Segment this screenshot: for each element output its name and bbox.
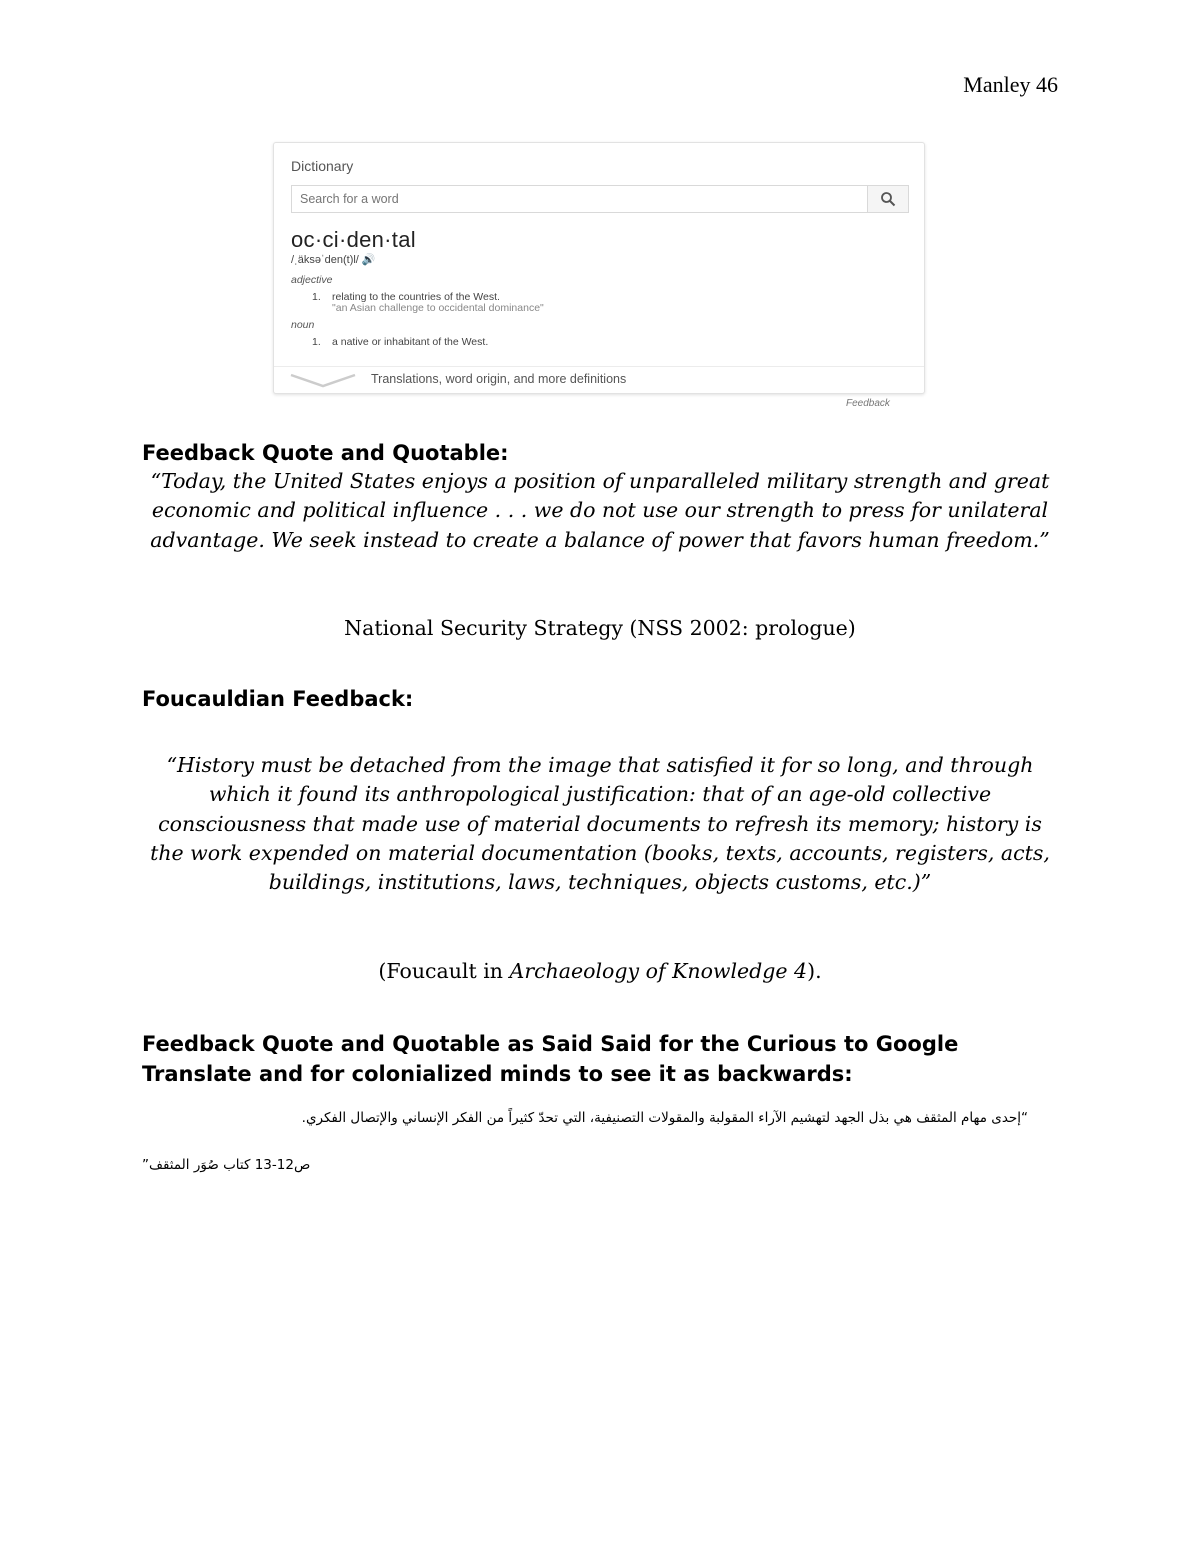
citation-prefix: (Foucault in bbox=[378, 959, 510, 983]
dictionary-widget bbox=[273, 142, 925, 394]
more-definitions-link[interactable]: Translations, word origin, and more definitions bbox=[371, 372, 627, 386]
nss-quote: “Today, the United States enjoys a position of unparalleled military strength and great economic and political influence . . . we do not use our strength to press for unilateral advantage. We seek instead to create a balance of power that favors human freedom.” bbox=[150, 469, 1050, 552]
part-of-speech-adjective: adjective bbox=[291, 274, 333, 286]
arabic-citation: ص12-13 كتاب صُوَر المثقف” bbox=[142, 1157, 311, 1173]
dictionary-more-definitions-bar[interactable] bbox=[274, 366, 924, 393]
section-heading-foucauldian: Foucauldian Feedback: bbox=[142, 687, 414, 711]
section-heading-feedback-quote: Feedback Quote and Quotable: bbox=[142, 441, 509, 465]
definition-number: 1. bbox=[312, 336, 321, 348]
definition-example: "an Asian challenge to occidental dominance" bbox=[332, 302, 544, 314]
definition-number: 1. bbox=[312, 291, 321, 303]
section-heading-said: Feedback Quote and Quotable as Said Said for the Curious to Google Translate and for colonialized minds to see it as backwards: bbox=[142, 1032, 959, 1086]
dictionary-feedback-link[interactable]: Feedback bbox=[846, 398, 890, 409]
search-icon bbox=[880, 191, 896, 207]
book-title: Archaeology of Knowledge 4 bbox=[509, 959, 808, 983]
dictionary-search-button[interactable] bbox=[867, 186, 908, 212]
definition-text: a native or inhabitant of the West. bbox=[332, 336, 489, 348]
definition-noun bbox=[312, 336, 488, 348]
part-of-speech-noun: noun bbox=[291, 319, 315, 331]
foucault-quote: “History must be detached from the image that satisfied it for so long, and through which it found its anthropological justification: that of an age-old collective consciousness that made use of material documents to refresh its memory; history is the work expended on material documentation (books, texts, accounts, registers, acts, buildings, institutions, laws, techniques, objects customs, etc.)” bbox=[150, 753, 1050, 895]
definition-text: relating to the countries of the West. bbox=[332, 291, 500, 303]
foucault-citation bbox=[142, 957, 1058, 986]
nss-citation: National Security Strategy (NSS 2002: prologue) bbox=[344, 616, 856, 640]
chevron-down-icon bbox=[288, 371, 358, 389]
dictionary-headword: oc·ci·den·tal bbox=[291, 227, 416, 252]
page-number: Manley 46 bbox=[963, 72, 1058, 97]
citation-suffix: ). bbox=[807, 959, 822, 983]
dictionary-phonetic: /ˌäksəˈden(t)l/ 🔊 bbox=[291, 254, 376, 266]
dictionary-search-input[interactable] bbox=[292, 187, 867, 211]
arabic-quote: “إحدى مهام المثقف هي بذل الجهد لتهشيم الآراء المقولبة والمقولات التصنيفية، التي تحدّ كثيراً من الفكر الإنساني والإتصال الفكري. bbox=[301, 1110, 1028, 1126]
dictionary-search-bar bbox=[291, 185, 909, 213]
dictionary-title: Dictionary bbox=[291, 158, 354, 174]
